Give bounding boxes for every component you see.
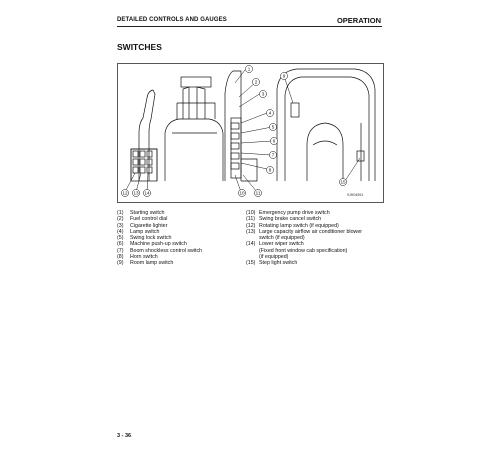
callout-1 xyxy=(245,65,252,72)
item-number: (3) xyxy=(117,222,124,229)
console xyxy=(225,71,241,181)
item-number: (5) xyxy=(117,235,124,242)
cab-frame xyxy=(277,69,375,181)
item-number: (11) xyxy=(246,216,256,223)
item-label: Swing lock switch xyxy=(130,235,172,242)
item-label: Cigarette lighter xyxy=(130,222,168,229)
svg-text:4: 4 xyxy=(268,110,272,116)
switches-figure xyxy=(117,63,384,203)
item-label: Starting switch xyxy=(130,210,165,216)
item-label: Lamp switch xyxy=(130,228,160,235)
svg-text:6: 6 xyxy=(272,138,276,144)
item-continuation: switch (if equipped) xyxy=(259,235,305,242)
svg-text:11: 11 xyxy=(255,190,261,196)
callout-5 xyxy=(269,123,276,130)
item-continuation: (Fixed front window cab specification) xyxy=(259,247,348,254)
svg-text:12: 12 xyxy=(122,190,128,196)
svg-text:3: 3 xyxy=(261,91,265,97)
svg-text:7: 7 xyxy=(271,152,275,158)
item-label: Step light switch xyxy=(259,260,298,267)
svg-text:9: 9 xyxy=(282,73,286,79)
callout-8 xyxy=(266,166,273,173)
callout-2 xyxy=(252,78,259,85)
callout-4 xyxy=(266,109,273,116)
item-continuation: (if equipped) xyxy=(259,254,289,261)
callout-6 xyxy=(270,137,277,144)
item-label: Boom shockless control switch xyxy=(130,247,203,254)
svg-text:5: 5 xyxy=(271,124,275,130)
item-number: (9) xyxy=(117,260,124,267)
item-label: Room lamp switch xyxy=(130,260,174,267)
callout-13 xyxy=(132,189,139,196)
list-item xyxy=(117,260,202,266)
page-header-left: DETAILED CONTROLS AND GAUGES xyxy=(117,17,227,23)
item-number: (1) xyxy=(117,210,124,216)
item-label: Machine push-up switch xyxy=(130,241,187,248)
callout-15 xyxy=(339,178,346,185)
item-number: (8) xyxy=(117,254,124,261)
section-title: SWITCHES xyxy=(117,42,162,52)
callout-14 xyxy=(143,189,150,196)
page-number: 3 - 36 xyxy=(117,433,132,439)
item-number: (4) xyxy=(117,228,124,235)
list-item xyxy=(246,260,362,266)
switch-list-left xyxy=(117,210,202,267)
item-number: (7) xyxy=(117,247,124,254)
item-label: Swing brake cancel switch xyxy=(259,216,322,223)
callout-12 xyxy=(121,189,128,196)
callout-11 xyxy=(254,189,261,196)
callout-7 xyxy=(269,151,276,158)
seat xyxy=(165,119,223,181)
item-number: (2) xyxy=(117,216,124,223)
item-number: (12) xyxy=(246,222,256,229)
callout-9 xyxy=(280,72,287,79)
item-label: Horn switch xyxy=(130,254,158,261)
svg-text:2: 2 xyxy=(254,79,258,85)
item-label: Fuel control dial xyxy=(130,216,168,223)
item-label: Rotating lamp switch (if equipped) xyxy=(259,222,339,229)
switch-list-right xyxy=(246,210,362,267)
svg-text:1: 1 xyxy=(247,66,251,72)
callout-10 xyxy=(238,189,245,196)
svg-text:14: 14 xyxy=(144,190,150,196)
svg-text:8: 8 xyxy=(268,167,272,173)
item-number: (6) xyxy=(117,241,124,248)
item-number: (10) xyxy=(246,210,256,216)
cab-seat xyxy=(307,123,343,181)
callout-3 xyxy=(259,90,266,97)
figure-code: 9JH04551 xyxy=(347,193,364,197)
header-rule xyxy=(117,26,382,27)
item-label: Lower wiper switch xyxy=(259,241,304,248)
item-label: Large capacity airflow air conditioner blower xyxy=(259,228,363,235)
page-header-right: OPERATION xyxy=(336,16,381,25)
item-number: (15) xyxy=(246,260,256,267)
svg-text:10: 10 xyxy=(239,190,245,196)
svg-text:13: 13 xyxy=(133,190,139,196)
item-number: (13) xyxy=(246,228,256,235)
svg-text:15: 15 xyxy=(340,179,346,185)
item-number: (14) xyxy=(246,241,256,248)
item-label: Emergency pump drive switch xyxy=(259,210,330,216)
